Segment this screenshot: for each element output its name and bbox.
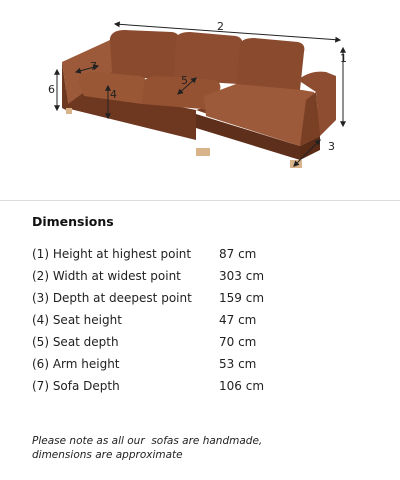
- dimension-row: [32, 377, 372, 395]
- section-divider: [0, 200, 400, 201]
- dimension-row: [32, 245, 372, 263]
- dimension-label: (3) Depth at deepest point: [32, 291, 192, 305]
- handmade-note: [32, 434, 372, 462]
- sofa-illustration: [62, 30, 336, 168]
- dimension-label: (2) Width at widest point: [32, 269, 181, 283]
- dimension-row: [32, 311, 372, 329]
- dimension-value: 303 cm: [219, 269, 265, 283]
- dimension-label: (4) Seat height: [32, 313, 122, 327]
- dimension-row: [32, 333, 372, 351]
- dimensions-heading: Dimensions: [32, 214, 114, 229]
- dimension-value: 70 cm: [219, 335, 257, 349]
- dimension-marker-3: 3: [328, 140, 335, 153]
- sofa-dimension-diagram: [0, 0, 400, 200]
- dimension-value: 47 cm: [219, 313, 257, 327]
- dimension-label: (6) Arm height: [32, 357, 120, 371]
- dimension-marker-2: 2: [217, 20, 224, 33]
- dimension-value: 106 cm: [219, 379, 265, 393]
- dimension-marker-4: 4: [110, 88, 117, 101]
- dimension-row: [32, 267, 372, 285]
- dimension-row: [32, 355, 372, 373]
- dimension-marker-7: 7: [90, 60, 97, 73]
- dimension-marker-1: 1: [340, 52, 347, 65]
- note-line: Please note as all our sofas are handmade,: [32, 435, 263, 447]
- dimension-row: [32, 289, 372, 307]
- dimension-marker-5: 5: [181, 74, 188, 87]
- dimension-label: (7) Sofa Depth: [32, 379, 120, 393]
- dimension-marker-6: 6: [48, 83, 55, 96]
- dimension-label: (5) Seat depth: [32, 335, 119, 349]
- dimension-value: 53 cm: [219, 357, 257, 371]
- dimension-value: 87 cm: [219, 247, 257, 261]
- dimension-label: (1) Height at highest point: [32, 247, 192, 261]
- note-line: dimensions are approximate: [32, 449, 183, 461]
- dimension-value: 159 cm: [219, 291, 265, 305]
